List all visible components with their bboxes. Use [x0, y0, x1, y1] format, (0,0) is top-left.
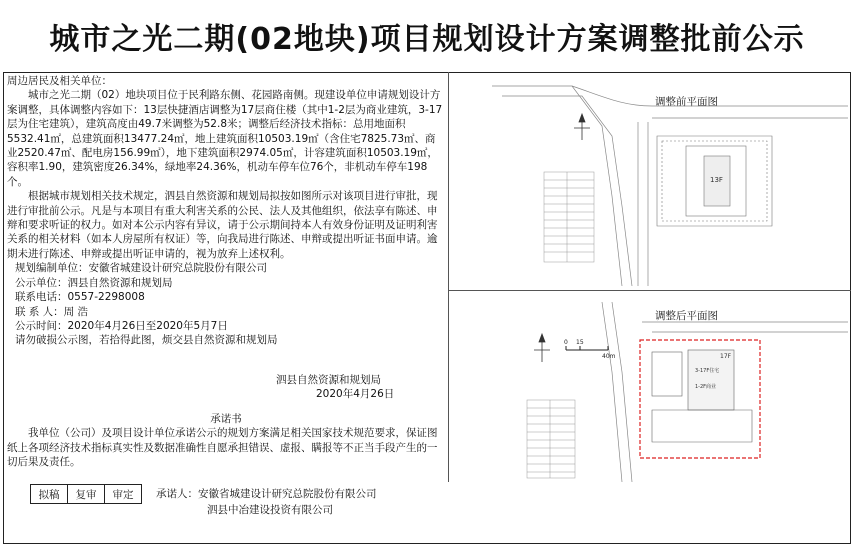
greeting: 周边居民及相关单位： [7, 75, 112, 87]
after-legend-table [527, 400, 575, 478]
before-plan-label: 调整前平面图 [655, 96, 718, 108]
north-arrow-after [534, 334, 550, 362]
promise-section [7, 412, 445, 470]
page-title: 城市之光二期(02地块)项目规划设计方案调整批前公示 [49, 22, 805, 57]
approval-stamps [30, 484, 142, 504]
commerce-note: 1-2F商业 [695, 384, 717, 390]
notice-text [7, 74, 445, 348]
planning-unit: 规划编制单位：安徽省城建设计研究总院股份有限公司 [15, 262, 267, 275]
before-building-label: 13F [710, 176, 723, 184]
divider-vertical [448, 72, 449, 482]
scale-mid: 15 [576, 339, 584, 346]
care-notice: 请勿破损公示图，若拾得此图，烦交县自然资源和规划局 [15, 334, 278, 347]
stamp-draft: 拟稿 [30, 484, 68, 504]
scale-zero: 0 [564, 339, 568, 346]
after-plan-label: 调整后平面图 [655, 310, 718, 322]
after-building-label: 17F [720, 353, 732, 360]
before-legend-table [544, 172, 594, 262]
publicity-unit: 公示单位：泗县自然资源和规划局 [15, 276, 173, 289]
north-arrow-before [574, 114, 590, 140]
promiser-block [156, 486, 377, 518]
promise-body: 我单位（公司）及项目设计单位承诺公示的规划方案满足相关国家技术规范要求，保证图纸上各项经济技术指标真实性及数据准确性自愿承担错误、虚报、瞒报等不正当手段产生的一切后果及责任。 [7, 427, 438, 469]
stamp-final: 审定 [105, 484, 142, 504]
promiser-2: 泗县中冶建设投资有限公司 [207, 504, 333, 516]
publicity-period: 公示时间：2020年4月26日至2020年5月7日 [15, 319, 228, 332]
promiser-1: 安徽省城建设计研究总院股份有限公司 [198, 488, 377, 500]
stamp-review: 复审 [68, 484, 105, 504]
before-site-plan [452, 76, 848, 288]
sign-date: 2020年4月26日 [316, 388, 395, 400]
contact-phone: 联系电话：0557-2298008 [15, 291, 145, 304]
after-site-plan [452, 292, 848, 482]
sign-org: 泗县自然资源和规划局 [276, 374, 381, 386]
notice-paragraph-1: 城市之光二期（02）地块项目位于民利路东侧、花园路南侧。现建设单位申请规划设计方案调整，具体调整内容如下：13层快捷酒店调整为17层商住楼（其中1-2层为商业建筑，3-17层为住宅建筑），建筑高度由49.7米调整为52.8米；调整后经济技术指标：总用地面积5532.41㎡，总建筑面积13477.24㎡，地上建筑面积10503.19㎡（含住宅7825.73㎡、商业2520.47㎡、配电房156.99㎡），地下建筑面积2974.05㎡，计容建筑面积10503.19㎡，容积率1.90，建筑密度26.34%，绿地率24.36%，机动车停车位76个，非机动车停车198个。 [7, 89, 443, 188]
contact-person: 联 系 人：周 浩 [15, 305, 89, 318]
scale-bar [566, 346, 608, 350]
promiser-label: 承诺人： [156, 488, 198, 500]
residential-note: 3-17F住宅 [695, 368, 720, 374]
divider-horizontal [448, 290, 851, 291]
promise-title: 承诺书 [210, 413, 242, 425]
notice-paragraph-2: 根据城市规划相关技术规定，泗县自然资源和规划局拟按如图所示对该项目进行审批，现进行审批前公示。凡是与本项目有重大利害关系的公民、法人及其他组织，依法享有陈述、申辩和要求听证的权力。如对本公示内容有异议，请于公示期间持本人有效身份证明及证明利害关系的相关材料（如本人房屋所有权证）等，向我局进行陈述、申辩或提出听证书面申请。逾期未进行陈述、申辩或提出听证申请的，视为放弃上述权利。 [7, 190, 438, 260]
scale-end: 40m [602, 353, 616, 360]
